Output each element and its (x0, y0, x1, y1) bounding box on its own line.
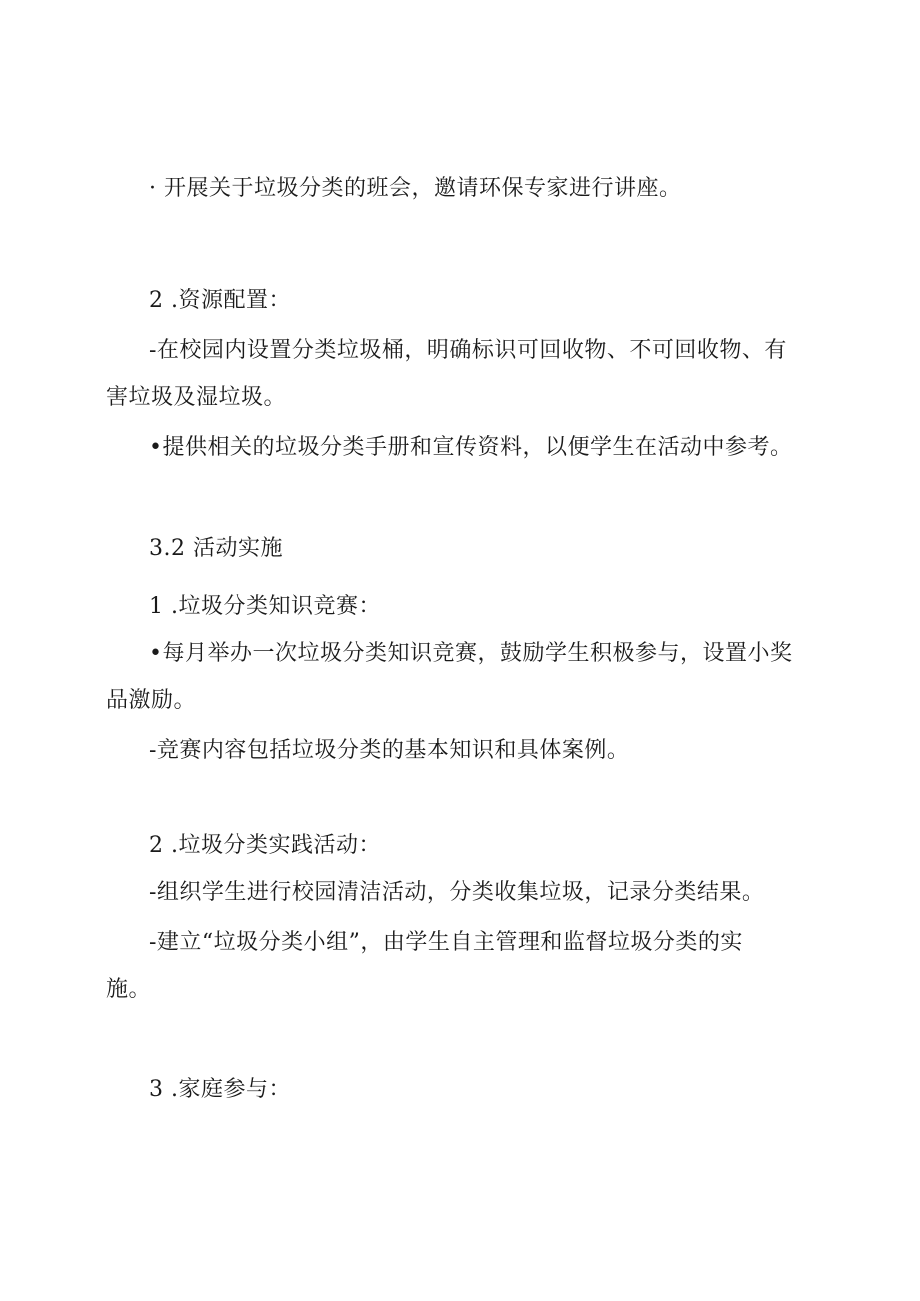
item-cleanup: -组织学生进行校园清洁活动，分类收集垃圾，记录分类结果。 (149, 880, 765, 905)
item-monthly-line2: 品激励。 (106, 688, 197, 713)
item-bins-line1: -在校园内设置分类垃圾桶，明确标识可回收物、不可回收物、有 (149, 338, 787, 363)
item-manual: •提供相关的垃圾分类手册和宣传资料，以便学生在活动中参考。 (149, 435, 793, 460)
heading-implementation: 3.2 活动实施 (149, 536, 283, 561)
heading-family: 3 .家庭参与： (149, 1077, 291, 1102)
bullet-lecture: · 开展关于垃圾分类的班会，邀请环保专家进行讲座。 (149, 176, 682, 201)
item-bins-line2: 害垃圾及湿垃圾。 (106, 385, 287, 410)
item-group-line1: -建立“垃圾分类小组”，由学生自主管理和监督垃圾分类的实 (149, 930, 743, 955)
heading-practice: 2 .垃圾分类实践活动： (149, 833, 381, 858)
item-monthly-line1: •每月举办一次垃圾分类知识竞赛，鼓励学生积极参与，设置小奖 (149, 641, 793, 666)
item-contest-content: -竞赛内容包括垃圾分类的基本知识和具体案例。 (149, 738, 630, 763)
item-group-line2: 施。 (106, 977, 152, 1002)
heading-contest: 1 .垃圾分类知识竞赛： (149, 594, 381, 619)
heading-resources: 2 .资源配置： (149, 288, 291, 313)
